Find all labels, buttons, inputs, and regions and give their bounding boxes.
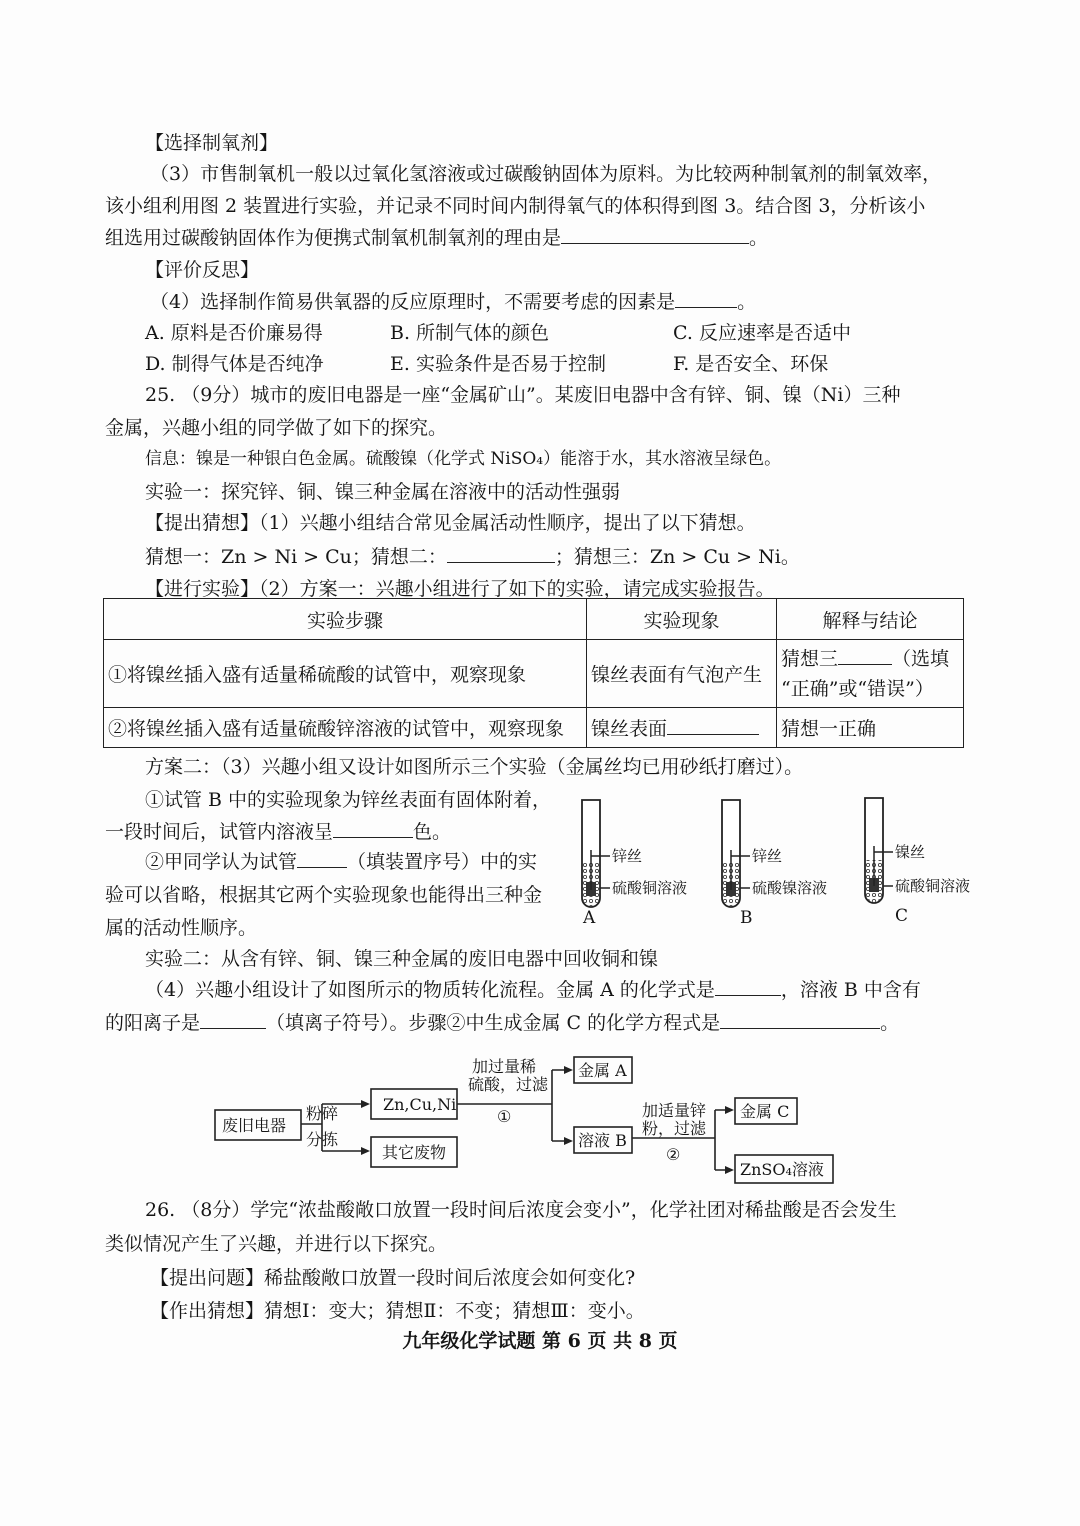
test-tube-a (582, 800, 687, 928)
question-text: 该小组利用图 2 装置进行实验，并记录不同时间内制得氧气的体积得到图 3。结合图 3，分析该小 (105, 195, 926, 217)
flow-node-metals: Zn,Cu,Ni (383, 1095, 457, 1114)
table-cell: 镍丝表面 (587, 708, 777, 748)
question-text: （4）选择制作简易供氧器的反应原理时，不需要考虑的因素是 。 (150, 291, 757, 313)
answer-blank[interactable] (667, 716, 759, 735)
answer-blank[interactable] (333, 819, 413, 838)
test-tube-c (865, 798, 970, 926)
table-cell: 猜想三 （选填 “正确”或“错误”） (777, 640, 964, 708)
answer-blank[interactable] (715, 977, 781, 996)
experiment-heading: 实验二：从含有锌、铜、镍三种金属的废旧电器中回收铜和镍 (145, 948, 659, 970)
option-a: A. 原料是否价廉易得 (145, 322, 323, 344)
wire-label: 镍丝 (895, 843, 926, 861)
tube-label: A (583, 908, 596, 928)
flow-step-label: 硫酸，过滤 (468, 1075, 549, 1094)
flow-node-waste: 其它废物 (382, 1143, 447, 1162)
solution-label: 硫酸铜溶液 (612, 879, 688, 897)
question-text: 【进行实验】（2）方案一：兴趣小组进行了如下的实验，请完成实验报告。 (145, 578, 775, 600)
table-header: 实验现象 (587, 599, 777, 640)
tube-label: B (740, 908, 753, 928)
flow-step-number: ① (497, 1107, 512, 1126)
section-heading: 【评价反思】 (145, 259, 260, 281)
wire-label: 锌丝 (752, 847, 783, 865)
question-text: 验可以省略，根据其它两个实验现象也能得出三种金 (105, 884, 543, 906)
question-text: 【提出猜想】（1）兴趣小组结合常见金属活动性顺序，提出了以下猜想。 (145, 512, 756, 534)
question-text: ②甲同学认为试管 （填装置序号）中的实 (145, 851, 538, 873)
flow-step-label: 分拣 (306, 1130, 339, 1149)
flow-diagram (200, 1050, 860, 1190)
table-header: 实验步骤 (104, 599, 587, 640)
answer-blank[interactable] (675, 289, 737, 308)
flow-node-start: 废旧电器 (222, 1116, 287, 1135)
flow-node-solution-b: 溶液 B (578, 1131, 627, 1150)
table-cell: ①将镍丝插入盛有适量稀硫酸的试管中，观察现象 (104, 640, 587, 708)
option-b: B. 所制气体的颜色 (390, 322, 550, 344)
answer-blank[interactable] (297, 849, 347, 868)
question-text: （4）兴趣小组设计了如图所示的物质转化流程。金属 A 的化学式是 ，溶液 B 中含有 (145, 979, 921, 1001)
question-text: 一段时间后，试管内溶液呈 色。 (105, 821, 452, 843)
question-text: 猜想一：Zn > Ni > Cu；猜想二： ；猜想三：Zn > Cu > Ni。 (145, 546, 800, 568)
option-d: D. 制得气体是否纯净 (145, 353, 324, 375)
experiment-report-table (103, 598, 964, 748)
flow-node-metal-c: 金属 C (740, 1102, 790, 1121)
answer-blank[interactable] (447, 544, 555, 563)
option-c: C. 反应速率是否适中 (673, 322, 851, 344)
question-26-title: 26. （8分）学完“浓盐酸敞口放置一段时间后浓度会变小”，化学社团对稀盐酸是否会发生 (145, 1199, 897, 1221)
table-header: 解释与结论 (777, 599, 964, 640)
flow-step-label: 加过量稀 (472, 1057, 537, 1076)
info-text: 信息：镍是一种银白色金属。硫酸镍（化学式 NiSO₄）能溶于水，其水溶液呈绿色。 (145, 449, 782, 469)
question-text: 类似情况产生了兴趣，并进行以下探究。 (105, 1233, 448, 1255)
question-text: 的阳离子是 （填离子符号）。步骤②中生成金属 C 的化学方程式是 。 (105, 1012, 900, 1034)
section-heading: 【选择制氧剂】 (145, 132, 279, 154)
table-cell: 镍丝表面有气泡产生 (587, 640, 777, 708)
option-f: F. 是否安全、环保 (673, 353, 829, 375)
option-e: E. 实验条件是否易于控制 (390, 353, 606, 375)
answer-blank[interactable] (720, 1010, 880, 1029)
flow-node-metal-a: 金属 A (578, 1061, 627, 1080)
tube-label: C (895, 906, 909, 926)
question-text: 属的活动性顺序。 (105, 917, 258, 939)
answer-blank[interactable] (561, 225, 749, 244)
question-text: 组选用过碳酸钠固体作为便携式制氧机制氧剂的理由是 。 (105, 227, 769, 249)
table-row (104, 708, 964, 748)
table-row (104, 640, 964, 708)
wire-label: 锌丝 (612, 847, 643, 865)
test-tube-b (722, 800, 827, 928)
experiment-heading: 实验一：探究锌、铜、镍三种金属在溶液中的活动性强弱 (145, 481, 621, 503)
table-header-row (104, 599, 964, 640)
question-text: （3）市售制氧机一般以过氧化氢溶液或过碳酸钠固体为原料。为比较两种制氧剂的制氧效率， (150, 163, 942, 185)
flow-step-label: 粉碎 (306, 1104, 339, 1123)
question-text: 方案二：（3）兴趣小组又设计如图所示三个实验（金属丝均已用砂纸打磨过）。 (145, 756, 804, 778)
flow-step-label: 加适量锌 (642, 1101, 707, 1120)
solution-label: 硫酸铜溶液 (895, 877, 971, 895)
flow-node-znso4: ZnSO₄溶液 (740, 1160, 824, 1179)
table-cell: 猜想一正确 (777, 708, 964, 748)
question-text: ①试管 B 中的实验现象为锌丝表面有固体附着， (145, 789, 552, 811)
page-footer: 九年级化学试题 第 6 页 共 8 页 (402, 1330, 678, 1352)
flow-step-number: ② (666, 1145, 681, 1164)
test-tube-diagram (570, 790, 990, 935)
question-text: 【作出猜想】猜想Ⅰ：变大；猜想Ⅱ：不变；猜想Ⅲ：变小。 (150, 1300, 645, 1322)
solution-label: 硫酸镍溶液 (752, 879, 828, 897)
question-text: 【提出问题】稀盐酸敞口放置一段时间后浓度会如何变化? (150, 1267, 636, 1289)
question-text: 金属，兴趣小组的同学做了如下的探究。 (105, 417, 448, 439)
flow-step-label: 粉，过滤 (642, 1119, 707, 1138)
question-25-title: 25. （9分）城市的废旧电器是一座“金属矿山”。某废旧电器中含有锌、铜、镍（Ni）三种 (145, 384, 901, 406)
answer-blank[interactable] (200, 1010, 266, 1029)
table-cell: ②将镍丝插入盛有适量硫酸锌溶液的试管中，观察现象 (104, 708, 587, 748)
answer-blank[interactable] (838, 646, 892, 665)
